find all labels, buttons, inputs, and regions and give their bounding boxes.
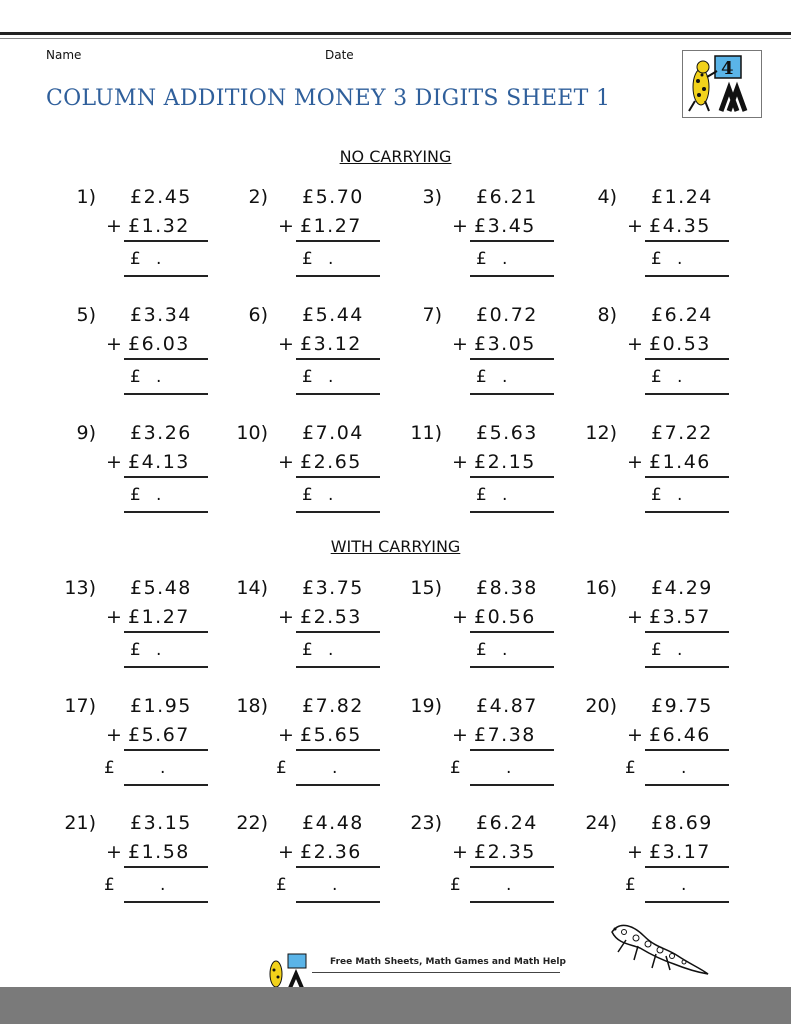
pound-sign: £ <box>476 485 487 505</box>
pound-sign: £ <box>130 249 141 269</box>
decimal-point: . <box>502 640 508 660</box>
pound-sign: £ <box>130 367 141 387</box>
pound-sign: £ <box>651 485 662 505</box>
plus-sign: + <box>627 215 643 237</box>
addend-bottom: £1.58 <box>128 841 190 863</box>
answer-field[interactable] <box>276 756 380 786</box>
problem <box>408 577 578 672</box>
answer-field[interactable] <box>470 483 554 513</box>
sum-line <box>645 631 729 633</box>
date-label: Date <box>325 48 354 62</box>
addend-bottom: £5.67 <box>128 724 190 746</box>
addend-top: £7.04 <box>302 422 364 444</box>
problem <box>234 422 404 517</box>
pound-sign: £ <box>651 249 662 269</box>
pound-sign: £ <box>302 367 313 387</box>
decimal-point: . <box>506 758 512 778</box>
problem-number: 23) <box>410 812 442 834</box>
addend-bottom: £1.46 <box>649 451 711 473</box>
addend-top: £6.24 <box>476 812 538 834</box>
addend-bottom: £0.53 <box>649 333 711 355</box>
pound-sign: £ <box>450 875 461 895</box>
addend-top: £1.95 <box>130 695 192 717</box>
problem <box>62 304 232 399</box>
decimal-point: . <box>506 875 512 895</box>
sum-line <box>470 749 554 751</box>
answer-field[interactable] <box>625 873 729 903</box>
footer-logo-icon <box>262 950 312 990</box>
pound-sign: £ <box>450 758 461 778</box>
answer-field[interactable] <box>470 638 554 668</box>
answer-field[interactable] <box>124 483 208 513</box>
plus-sign: + <box>106 215 122 237</box>
sum-line <box>124 631 208 633</box>
plus-sign: + <box>106 606 122 628</box>
plus-sign: + <box>278 451 294 473</box>
addend-bottom: £2.65 <box>300 451 362 473</box>
decimal-point: . <box>156 249 162 269</box>
plus-sign: + <box>278 215 294 237</box>
addend-top: £0.72 <box>476 304 538 326</box>
plus-sign: + <box>452 333 468 355</box>
answer-field[interactable] <box>124 365 208 395</box>
decimal-point: . <box>502 249 508 269</box>
problem-number: 13) <box>64 577 96 599</box>
problem <box>583 577 753 672</box>
plus-sign: + <box>627 606 643 628</box>
decimal-point: . <box>328 485 334 505</box>
plus-sign: + <box>106 841 122 863</box>
name-label: Name <box>46 48 82 62</box>
addend-bottom: £2.53 <box>300 606 362 628</box>
problem-number: 24) <box>585 812 617 834</box>
problem <box>234 304 404 399</box>
salamander-logo-icon <box>683 51 761 117</box>
top-rule-thin <box>0 38 791 39</box>
pound-sign: £ <box>476 640 487 660</box>
footer-bar <box>0 987 791 1024</box>
sum-line <box>296 631 380 633</box>
addend-top: £7.22 <box>651 422 713 444</box>
answer-field[interactable] <box>645 638 729 668</box>
plus-sign: + <box>627 724 643 746</box>
addend-top: £3.34 <box>130 304 192 326</box>
sum-line <box>470 358 554 360</box>
problem-number: 3) <box>422 186 442 208</box>
pound-sign: £ <box>625 758 636 778</box>
addend-bottom: £1.27 <box>300 215 362 237</box>
pound-sign: £ <box>476 367 487 387</box>
answer-field[interactable] <box>104 756 208 786</box>
addend-bottom: £3.05 <box>474 333 536 355</box>
pound-sign: £ <box>476 249 487 269</box>
addend-top: £3.26 <box>130 422 192 444</box>
problem <box>408 422 578 517</box>
addend-bottom: £2.15 <box>474 451 536 473</box>
decimal-point: . <box>160 875 166 895</box>
answer-field[interactable] <box>450 756 554 786</box>
plus-sign: + <box>627 451 643 473</box>
plus-sign: + <box>106 724 122 746</box>
answer-field[interactable] <box>645 247 729 277</box>
answer-field[interactable] <box>645 483 729 513</box>
sum-line <box>124 358 208 360</box>
decimal-point: . <box>332 758 338 778</box>
addend-top: £9.75 <box>651 695 713 717</box>
addend-bottom: £0.56 <box>474 606 536 628</box>
top-rule <box>0 32 791 35</box>
plus-sign: + <box>278 606 294 628</box>
problem <box>583 812 753 907</box>
addend-top: £4.48 <box>302 812 364 834</box>
addend-top: £5.63 <box>476 422 538 444</box>
problem <box>408 812 578 907</box>
addend-top: £3.15 <box>130 812 192 834</box>
pound-sign: £ <box>104 875 115 895</box>
answer-field[interactable] <box>645 365 729 395</box>
plus-sign: + <box>452 215 468 237</box>
addend-top: £8.38 <box>476 577 538 599</box>
plus-sign: + <box>106 451 122 473</box>
sum-line <box>296 240 380 242</box>
plus-sign: + <box>452 606 468 628</box>
answer-field[interactable] <box>625 756 729 786</box>
decimal-point: . <box>677 249 683 269</box>
problem <box>62 812 232 907</box>
decimal-point: . <box>156 485 162 505</box>
problem-number: 17) <box>64 695 96 717</box>
problem-number: 6) <box>248 304 268 326</box>
problem-number: 10) <box>236 422 268 444</box>
problem-number: 21) <box>64 812 96 834</box>
answer-field[interactable] <box>124 638 208 668</box>
problem-number: 19) <box>410 695 442 717</box>
addend-top: £5.70 <box>302 186 364 208</box>
pound-sign: £ <box>302 249 313 269</box>
problem <box>62 577 232 672</box>
problem-number: 14) <box>236 577 268 599</box>
addend-bottom: £3.57 <box>649 606 711 628</box>
problem <box>234 695 404 790</box>
plus-sign: + <box>278 333 294 355</box>
salamander-icon <box>604 918 714 980</box>
pound-sign: £ <box>302 485 313 505</box>
problem-number: 5) <box>76 304 96 326</box>
decimal-point: . <box>681 875 687 895</box>
addend-top: £5.44 <box>302 304 364 326</box>
addend-bottom: £3.17 <box>649 841 711 863</box>
addend-bottom: £1.32 <box>128 215 190 237</box>
addend-bottom: £5.65 <box>300 724 362 746</box>
sum-line <box>296 749 380 751</box>
decimal-point: . <box>328 640 334 660</box>
addend-top: £7.82 <box>302 695 364 717</box>
pound-sign: £ <box>130 485 141 505</box>
sum-line <box>124 866 208 868</box>
answer-field[interactable] <box>276 873 380 903</box>
answer-field[interactable] <box>104 873 208 903</box>
decimal-point: . <box>156 640 162 660</box>
addend-top: £8.69 <box>651 812 713 834</box>
addend-bottom: £2.36 <box>300 841 362 863</box>
pound-sign: £ <box>651 640 662 660</box>
problem <box>583 422 753 517</box>
pound-sign: £ <box>302 640 313 660</box>
problem-number: 11) <box>410 422 442 444</box>
plus-sign: + <box>627 841 643 863</box>
problem-number: 1) <box>76 186 96 208</box>
plus-sign: + <box>452 724 468 746</box>
addend-top: £6.24 <box>651 304 713 326</box>
addend-bottom: £3.12 <box>300 333 362 355</box>
section-no-carrying: NO CARRYING <box>339 147 452 166</box>
plus-sign: + <box>627 333 643 355</box>
logo <box>682 50 762 118</box>
pound-sign: £ <box>276 758 287 778</box>
pound-sign: £ <box>276 875 287 895</box>
plus-sign: + <box>452 841 468 863</box>
problem <box>583 304 753 399</box>
problem-number: 18) <box>236 695 268 717</box>
sum-line <box>124 476 208 478</box>
addend-top: £4.87 <box>476 695 538 717</box>
sum-line <box>645 358 729 360</box>
decimal-point: . <box>328 367 334 387</box>
decimal-point: . <box>332 875 338 895</box>
decimal-point: . <box>677 367 683 387</box>
problem-number: 15) <box>410 577 442 599</box>
problem <box>408 186 578 281</box>
plus-sign: + <box>278 724 294 746</box>
problem <box>62 695 232 790</box>
pound-sign: £ <box>651 367 662 387</box>
page-title: COLUMN ADDITION MONEY 3 DIGITS SHEET 1 <box>46 86 611 111</box>
addend-bottom: £1.27 <box>128 606 190 628</box>
problem <box>408 695 578 790</box>
problem-number: 7) <box>422 304 442 326</box>
addend-bottom: £6.46 <box>649 724 711 746</box>
decimal-point: . <box>677 485 683 505</box>
addend-bottom: £2.35 <box>474 841 536 863</box>
addend-bottom: £4.35 <box>649 215 711 237</box>
sum-line <box>296 866 380 868</box>
sum-line <box>645 240 729 242</box>
problem <box>408 304 578 399</box>
answer-field[interactable] <box>450 873 554 903</box>
decimal-point: . <box>681 758 687 778</box>
answer-field[interactable] <box>296 247 380 277</box>
answer-field[interactable] <box>470 365 554 395</box>
logo-digit: 4 <box>721 58 734 79</box>
addend-bottom: £6.03 <box>128 333 190 355</box>
sum-line <box>645 476 729 478</box>
sum-line <box>470 631 554 633</box>
sum-line <box>470 240 554 242</box>
answer-field[interactable] <box>124 247 208 277</box>
problem-number: 20) <box>585 695 617 717</box>
problem <box>234 812 404 907</box>
problem-number: 16) <box>585 577 617 599</box>
sum-line <box>296 476 380 478</box>
sum-line <box>124 240 208 242</box>
answer-field[interactable] <box>296 365 380 395</box>
problem-number: 2) <box>248 186 268 208</box>
problem <box>62 186 232 281</box>
problem-number: 8) <box>597 304 617 326</box>
plus-sign: + <box>106 333 122 355</box>
footer-tagline: Free Math Sheets, Math Games and Math Help <box>330 957 566 967</box>
problem <box>234 577 404 672</box>
decimal-point: . <box>502 367 508 387</box>
addend-top: £5.48 <box>130 577 192 599</box>
sum-line <box>124 749 208 751</box>
addend-top: £2.45 <box>130 186 192 208</box>
sum-line <box>470 866 554 868</box>
problem-number: 9) <box>76 422 96 444</box>
problem <box>62 422 232 517</box>
section-with-carrying: WITH CARRYING <box>330 537 461 556</box>
problem-number: 4) <box>597 186 617 208</box>
sum-line <box>645 749 729 751</box>
decimal-point: . <box>328 249 334 269</box>
addend-top: £6.21 <box>476 186 538 208</box>
decimal-point: . <box>502 485 508 505</box>
sum-line <box>296 358 380 360</box>
footer-rule <box>312 972 560 973</box>
addend-bottom: £4.13 <box>128 451 190 473</box>
decimal-point: . <box>160 758 166 778</box>
decimal-point: . <box>156 367 162 387</box>
answer-field[interactable] <box>296 638 380 668</box>
problem <box>234 186 404 281</box>
pound-sign: £ <box>104 758 115 778</box>
addend-top: £1.24 <box>651 186 713 208</box>
pound-sign: £ <box>130 640 141 660</box>
plus-sign: + <box>278 841 294 863</box>
problem-number: 12) <box>585 422 617 444</box>
addend-top: £3.75 <box>302 577 364 599</box>
plus-sign: + <box>452 451 468 473</box>
addend-top: £4.29 <box>651 577 713 599</box>
answer-field[interactable] <box>470 247 554 277</box>
problem <box>583 186 753 281</box>
problem <box>583 695 753 790</box>
sum-line <box>470 476 554 478</box>
problem-number: 22) <box>236 812 268 834</box>
answer-field[interactable] <box>296 483 380 513</box>
addend-bottom: £3.45 <box>474 215 536 237</box>
decimal-point: . <box>677 640 683 660</box>
pound-sign: £ <box>625 875 636 895</box>
sum-line <box>645 866 729 868</box>
addend-bottom: £7.38 <box>474 724 536 746</box>
